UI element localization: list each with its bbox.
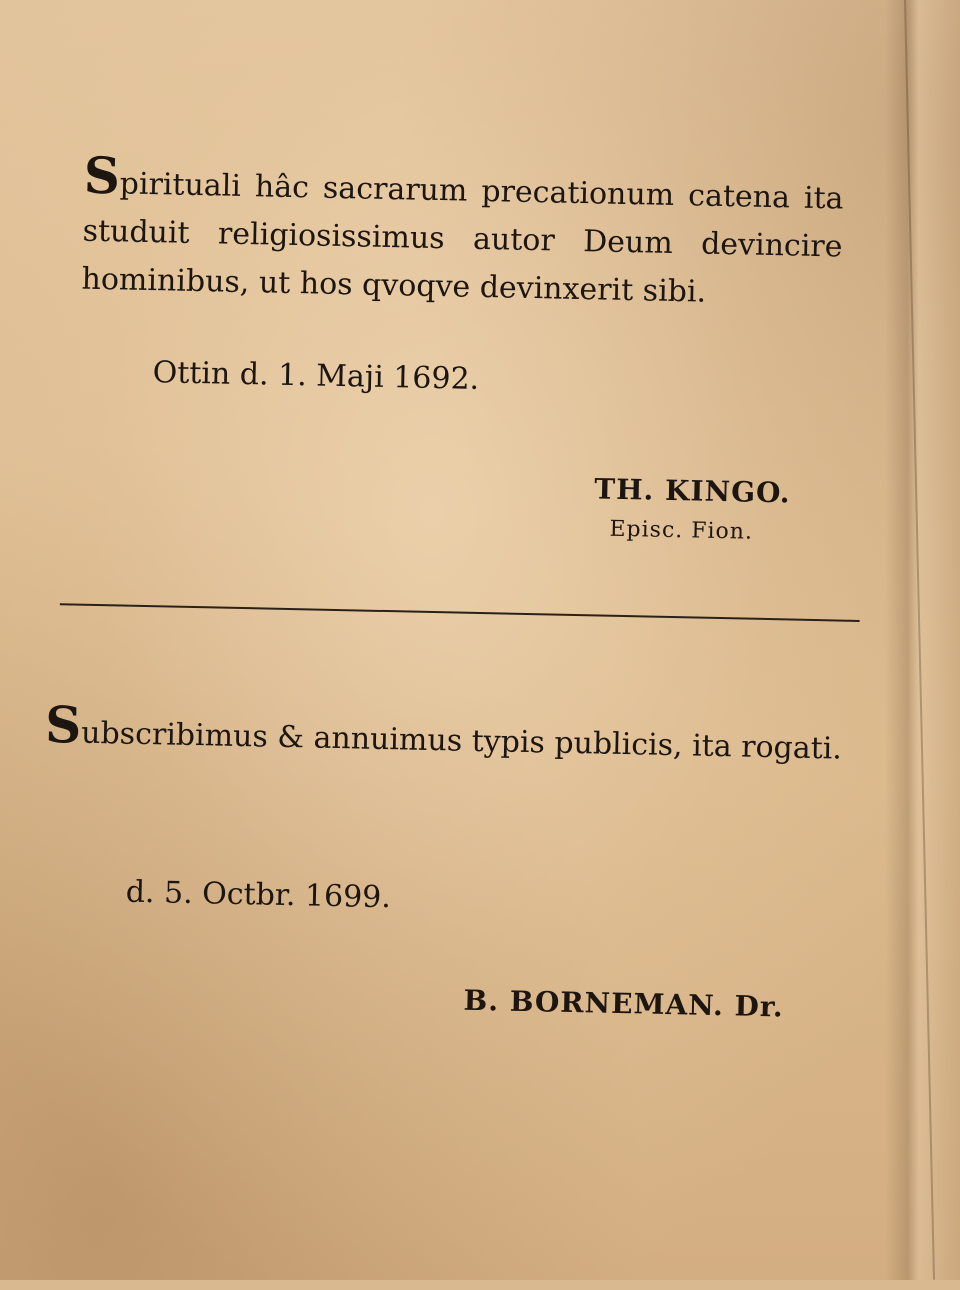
horizontal-divider [60, 603, 860, 622]
approval-date-kingo: Ottin d. 1. Maji 1692. [152, 355, 480, 397]
drop-cap-initial: S [83, 145, 121, 206]
drop-cap-initial: S [44, 694, 83, 755]
approval-body-kingo: pirituali hâc sacrarum precationum catena ita studuit religiosissimus autor Deum devincire hominibus, ut hos qvoqve devinxerit sibi. [81, 166, 844, 310]
approval-text-kingo [81, 145, 844, 320]
signature-title-kingo: Episc. Fion. [609, 516, 754, 545]
signature-borneman: B. BORNEMAN. Dr. [463, 983, 785, 1024]
approval-body-borneman: ubscribimus & annuimus typis publicis, ita rogati. [80, 715, 843, 767]
approval-text-borneman [44, 694, 876, 774]
signature-kingo: TH. KINGO. [594, 472, 791, 510]
approval-date-borneman: d. 5. Octbr. 1699. [125, 874, 392, 916]
